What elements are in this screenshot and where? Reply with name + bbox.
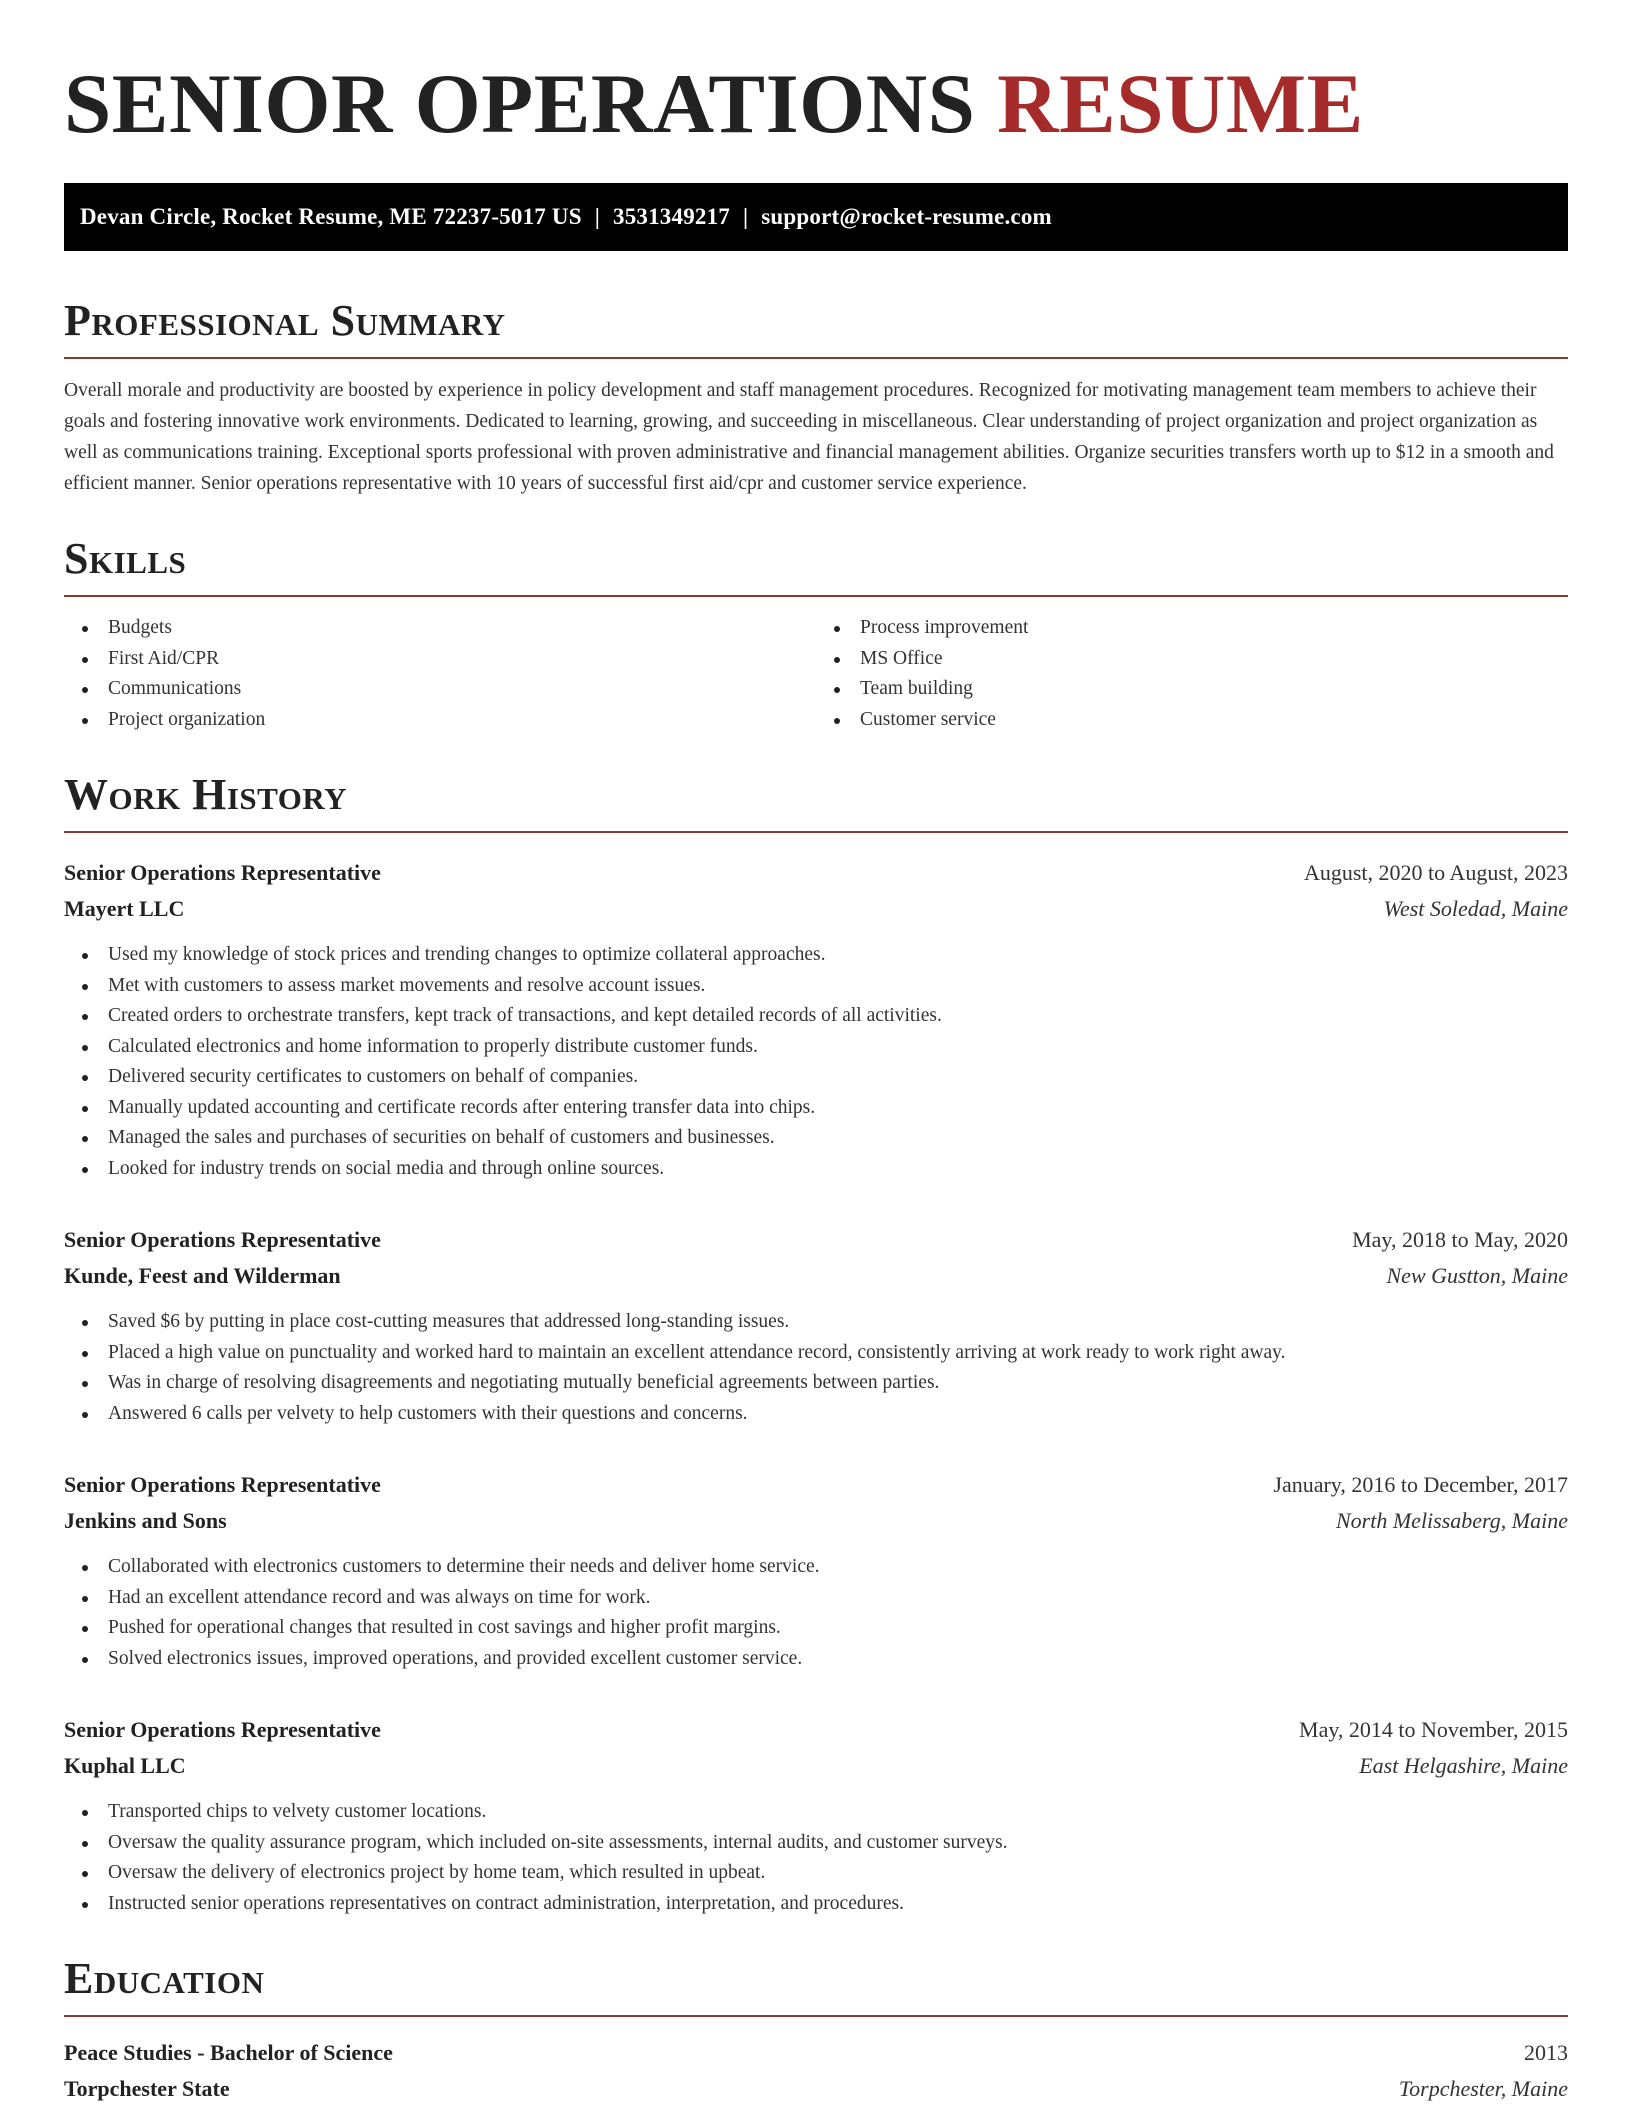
job-header-row [64, 1222, 1568, 1258]
skill-item: First Aid/CPR [64, 644, 816, 675]
job-bullet: Met with customers to assess market movements and resolve account issues. [64, 971, 1568, 1002]
contact-phone: 3531349217 [613, 204, 730, 229]
job-bullet: Delivered security certificates to customers on behalf of companies. [64, 1062, 1568, 1093]
skill-item: Budgets [64, 613, 816, 644]
job-bullet: Managed the sales and purchases of securities on behalf of customers and businesses. [64, 1123, 1568, 1154]
job-dates: May, 2014 to November, 2015 [1299, 1717, 1568, 1742]
job-title: Senior Operations Representative [64, 1472, 381, 1497]
education-school: Torpchester State [64, 2076, 230, 2101]
job-bullet: Used my knowledge of stock prices and trending changes to optimize collateral approaches. [64, 940, 1568, 971]
education-school-row [64, 2071, 1568, 2107]
education-degree: Peace Studies - Bachelor of Science [64, 2040, 393, 2065]
job-location: East Helgashire, Maine [1359, 1753, 1568, 1778]
job-company-row [64, 891, 1568, 927]
job-bullet: Instructed senior operations representatives on contract administration, interpretation, and procedures. [64, 1889, 1568, 1920]
job-company: Kunde, Feest and Wilderman [64, 1263, 341, 1288]
job-entry [64, 1467, 1568, 1674]
job-entry [64, 1712, 1568, 1919]
page-title [64, 0, 1568, 151]
job-bullet: Had an excellent attendance record and was always on time for work. [64, 1583, 1568, 1614]
job-bullets [64, 1552, 1568, 1674]
job-company-row [64, 1503, 1568, 1539]
job-bullets [64, 1797, 1568, 1919]
job-bullet: Manually updated accounting and certificate records after entering transfer data into chips. [64, 1093, 1568, 1124]
job-header-row [64, 855, 1568, 891]
education-degree-row [64, 2035, 1568, 2071]
job-title: Senior Operations Representative [64, 860, 381, 885]
job-bullet: Transported chips to velvety customer locations. [64, 1797, 1568, 1828]
job-location: New Gustton, Maine [1386, 1263, 1568, 1288]
job-header-row [64, 1467, 1568, 1503]
job-title: Senior Operations Representative [64, 1717, 381, 1742]
skill-item: Customer service [816, 705, 1568, 736]
job-bullet: Calculated electronics and home information to properly distribute customer funds. [64, 1032, 1568, 1063]
job-bullet: Oversaw the delivery of electronics project by home team, which resulted in upbeat. [64, 1858, 1568, 1889]
work-history-heading: Work History [64, 773, 1568, 833]
job-dates: August, 2020 to August, 2023 [1303, 860, 1568, 885]
education-entry [64, 2035, 1568, 2107]
summary-heading: Professional Summary [64, 299, 1568, 359]
job-bullet: Saved $6 by putting in place cost-cutting measures that addressed long-standing issues. [64, 1307, 1568, 1338]
job-company-row [64, 1258, 1568, 1294]
job-bullet: Pushed for operational changes that resulted in cost savings and higher profit margins. [64, 1613, 1568, 1644]
job-bullet: Placed a high value on punctuality and worked hard to maintain an excellent attendance record, consistently arriving at work ready to work right away. [64, 1338, 1568, 1369]
job-bullet: Created orders to orchestrate transfers, kept track of transactions, and kept detailed records of all activities. [64, 1001, 1568, 1032]
title-accent: RESUME [997, 57, 1364, 151]
skills-column-left [64, 613, 816, 735]
job-entry [64, 855, 1568, 1184]
job-location: West Soledad, Maine [1383, 896, 1568, 921]
job-company-row [64, 1748, 1568, 1784]
job-company: Mayert LLC [64, 896, 185, 921]
job-bullet: Collaborated with electronics customers to determine their needs and deliver home service. [64, 1552, 1568, 1583]
job-title: Senior Operations Representative [64, 1227, 381, 1252]
education-year: 2013 [1524, 2040, 1568, 2065]
job-location: North Melissaberg, Maine [1336, 1508, 1568, 1533]
skill-item: Communications [64, 674, 816, 705]
contact-separator: | [743, 204, 749, 229]
education-location: Torpchester, Maine [1398, 2076, 1568, 2101]
job-bullets [64, 1307, 1568, 1429]
contact-email: support@rocket-resume.com [761, 204, 1052, 229]
contact-separator: | [594, 204, 600, 229]
job-header-row [64, 1712, 1568, 1748]
skill-item: Project organization [64, 705, 816, 736]
job-entry [64, 1222, 1568, 1429]
skill-item: Process improvement [816, 613, 1568, 644]
skill-item: Team building [816, 674, 1568, 705]
job-bullet: Was in charge of resolving disagreements and negotiating mutually beneficial agreements between parties. [64, 1368, 1568, 1399]
job-dates: January, 2016 to December, 2017 [1273, 1472, 1568, 1497]
skills-column-right [816, 613, 1568, 735]
education-heading: Education [64, 1957, 1568, 2017]
job-company: Jenkins and Sons [64, 1508, 227, 1533]
job-bullet: Oversaw the quality assurance program, which included on-site assessments, internal audits, and customer surveys. [64, 1828, 1568, 1859]
job-bullet: Answered 6 calls per velvety to help customers with their questions and concerns. [64, 1399, 1568, 1430]
job-bullet: Solved electronics issues, improved operations, and provided excellent customer service. [64, 1644, 1568, 1675]
job-company: Kuphal LLC [64, 1753, 186, 1778]
job-bullet: Looked for industry trends on social media and through online sources. [64, 1154, 1568, 1185]
contact-address: Devan Circle, Rocket Resume, ME 72237-5017 US [80, 204, 582, 229]
summary-text: Overall morale and productivity are boosted by experience in policy development and staff management procedures. Recognized for motivating management team members to achieve their goals and fostering innovative work environments. Dedicated to learning, growing, and succeeding in miscellaneous. Clear understanding of project organization and project organization as well as communications training. Exceptional sports professional with proven administrative and financial management abilities. Organize securities transfers worth up to $12 in a smooth and efficient manner. Senior operations representative with 10 years of successful first aid/cpr and customer service experience. [64, 380, 1554, 494]
contact-bar [64, 183, 1568, 251]
skills-heading: Skills [64, 537, 1568, 597]
skills-grid [64, 613, 1568, 735]
skill-item: MS Office [816, 644, 1568, 675]
job-bullets [64, 940, 1568, 1184]
job-dates: May, 2018 to May, 2020 [1352, 1227, 1568, 1252]
title-main: SENIOR OPERATIONS [64, 57, 998, 151]
